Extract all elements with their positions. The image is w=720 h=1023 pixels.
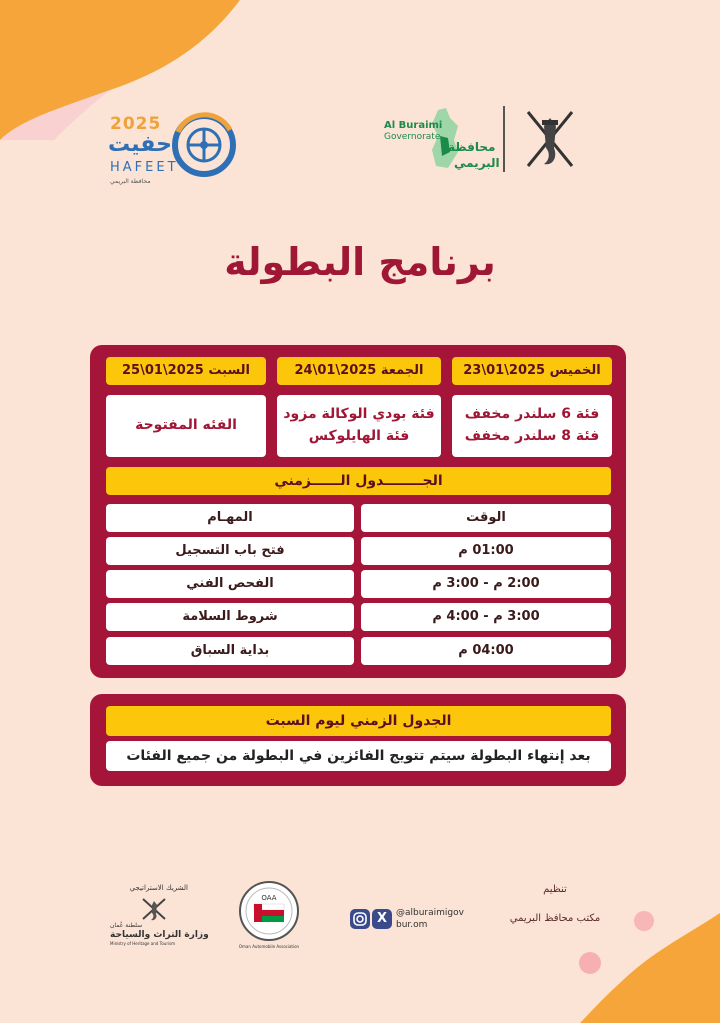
schedule-title: الجــــــــدول الــــــزمني (106, 467, 611, 495)
category-item: فئة الهايلوكس (308, 428, 410, 444)
buraimi-ar-line1: محافظة (448, 140, 496, 154)
social-block (350, 905, 500, 937)
organizer-block (500, 884, 610, 924)
category-item: فئة بودي الوكالة مزود (283, 406, 435, 422)
social-handle-line2: bur.om (396, 920, 428, 930)
day-categories-saturday (106, 395, 266, 457)
hafeet-caption: محافظة البريمي (110, 178, 151, 185)
category-item: فئة 8 سلندر مخفف (464, 428, 600, 444)
day-categories-thursday (452, 395, 612, 457)
day-categories-friday (277, 395, 441, 457)
hafeet-logo (100, 108, 250, 188)
category-item: فئة 6 سلندر مخفف (464, 406, 600, 422)
organizer-label: تنظيم (543, 884, 567, 895)
hafeet-name-ar: حفيت (108, 132, 172, 157)
day-header-saturday: السبت 2025\01\25 (106, 357, 266, 385)
buraimi-en-line2: Governorate (384, 132, 441, 142)
oaa-caption: Oman Automobile Association (238, 944, 300, 949)
schedule-time-cell: 3:00 م - 4:00 م (361, 603, 611, 631)
partner-label: الشريك الاستراتيجي (129, 884, 188, 892)
hafeet-name-en: HAFEET (110, 160, 179, 175)
page-title: برنامج البطولة (224, 240, 496, 284)
instagram-icon[interactable] (350, 909, 370, 929)
organizer-name: مكتب محافظ البريمي (509, 913, 601, 924)
schedule-task-cell: شروط السلامة (106, 603, 354, 631)
decorative-dot (632, 905, 662, 935)
schedule-time-cell: 04:00 م (361, 637, 611, 665)
strategic-partner-block (110, 884, 210, 944)
partner-ar-name: وزارة التراث والسياحة (110, 930, 209, 940)
hafeet-year: 2025 (110, 114, 162, 134)
schedule-task-cell: بداية السباق (106, 637, 354, 665)
day-header-friday: الجمعة 2025\01\24 (277, 357, 441, 385)
schedule-time-cell: 01:00 م (361, 537, 611, 565)
ministry-emblem-icon (140, 896, 168, 922)
partner-en-name: Ministry of Heritage and Tourism (110, 941, 176, 946)
saturday-schedule-title: الجدول الزمني ليوم السبت (106, 706, 611, 736)
buraimi-en-line1: Al Buraimi (384, 120, 443, 131)
category-item: الفئه المفتوحة (135, 417, 237, 433)
schedule-task-cell: فتح باب التسجيل (106, 537, 354, 565)
buraimi-ar-line2: البريمي (454, 156, 500, 170)
day-header-thursday: الخميس 2025\01\23 (452, 357, 612, 385)
oaa-logo (238, 880, 300, 949)
schedule-time-cell: 2:00 م - 3:00 م (361, 570, 611, 598)
schedule-task-cell: الفحص الفني (106, 570, 354, 598)
social-handle-line1: @alburaimigov (396, 908, 464, 918)
wheel-icon (170, 112, 242, 178)
oaa-emblem-icon (238, 880, 300, 942)
schedule-header-tasks: المهـام (106, 504, 354, 532)
partner-ar-small: سلطنة عُمان (110, 922, 143, 929)
social-handle[interactable] (396, 907, 464, 931)
logo-divider (503, 106, 505, 172)
saturday-schedule-text: بعد إنتهاء البطولة سيتم تتويج الفائزين في البطولة من جميع الفئات (106, 741, 611, 771)
x-twitter-icon[interactable]: X (372, 909, 392, 929)
oman-khanjar-emblem-icon (520, 104, 580, 176)
svg-text:OAA: OAA (261, 894, 277, 902)
schedule-header-time: الوقت (361, 504, 611, 532)
